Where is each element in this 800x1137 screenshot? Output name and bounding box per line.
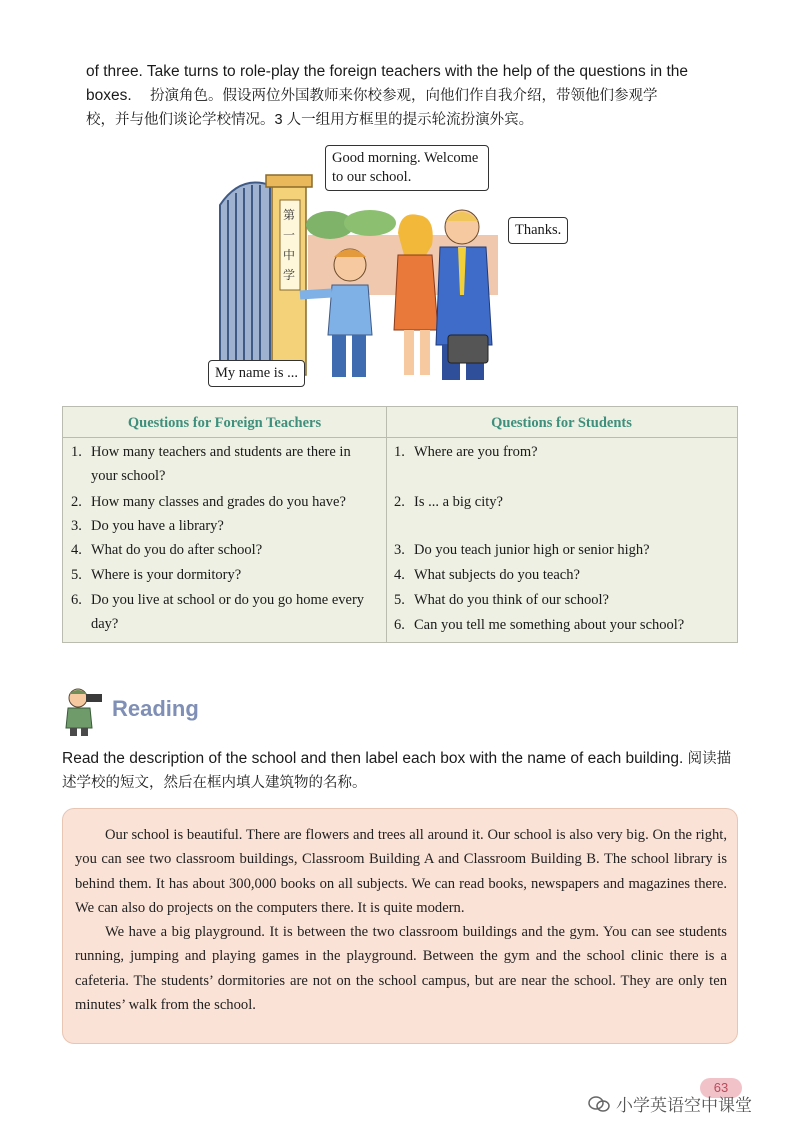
question-text: What do you do after school? xyxy=(91,542,263,558)
left-question-2 xyxy=(71,490,380,514)
right-question-1 xyxy=(394,440,731,464)
passage-paragraph-1: Our school is beautiful. There are flowers and trees all around it. Our school is also very big. On the right, you can see two classroom buildings, Classroom Building A and Classroom Building B. The school library is behind them. It has about 300,000 books on all subjects. We can read books, newspapers and magazines there. We can also do projects on the computers there. It is quite modern. xyxy=(75,827,727,916)
left-question-3 xyxy=(71,514,380,538)
passage-paragraph-2: We have a big playground. It is between the two classroom buildings and the gym. You can see students running, jumping and playing games in the playground. Between the gym and the school clinic there is a cafeteria. The students’ dormitories are not on the school campus, but are near the school. They are only ten minutes’ walk from the school. xyxy=(75,924,727,1014)
reading-instruction xyxy=(62,747,742,795)
question-text: Where is your dormitory? xyxy=(91,567,242,583)
speech-bubble-thanks xyxy=(508,217,568,244)
left-question-4 xyxy=(71,538,380,562)
question-text: Do you have a library? xyxy=(91,518,224,534)
page-number: 63 xyxy=(700,1078,742,1098)
bubble-thanks-text: Thanks. xyxy=(515,222,562,238)
question-text: How many teachers and students are there in your school? xyxy=(91,444,351,484)
intro-line-1: of three. Take turns to role-play the foreign teachers with the help of the questions in the xyxy=(86,63,688,80)
speech-bubble-welcome xyxy=(325,145,489,191)
question-number: 4. xyxy=(71,542,82,558)
question-text: Do you live at school or do you go home every day? xyxy=(91,592,365,632)
question-number: 5. xyxy=(394,592,405,608)
question-number: 6. xyxy=(394,617,405,633)
reading-passage xyxy=(62,808,738,1044)
left-question-1 xyxy=(71,440,380,488)
question-text: Can you tell me something about your school? xyxy=(414,617,685,633)
right-question-4 xyxy=(394,563,731,587)
foreign-teachers-column xyxy=(63,407,387,642)
intro-line-2-zh: 扮演角色。假设两位外国教师来你校参观，向他们作自我介绍，带领他们参观学 xyxy=(149,88,658,104)
intro-text xyxy=(86,60,746,132)
right-question-6 xyxy=(394,613,731,637)
question-number: 1. xyxy=(71,444,82,460)
question-number: 6. xyxy=(71,592,82,608)
watermark-text: 小学英语空中课堂 xyxy=(616,1096,752,1115)
iron-gate xyxy=(220,183,270,376)
right-question-3 xyxy=(394,538,731,562)
students-column xyxy=(386,407,737,642)
reading-mascot-icon xyxy=(58,684,106,736)
megaphone-icon xyxy=(86,694,102,702)
speech-bubble-name xyxy=(208,360,305,387)
question-text: Do you teach junior high or senior high? xyxy=(414,542,650,558)
questions-table xyxy=(62,406,738,643)
briefcase xyxy=(448,335,488,363)
bubble-name-text: My name is ... xyxy=(215,365,298,381)
school-gate-illustration xyxy=(200,145,580,390)
right-question-5 xyxy=(394,588,731,612)
question-number: 2. xyxy=(71,494,82,510)
question-text: What subjects do you teach? xyxy=(414,567,580,583)
right-question-2 xyxy=(394,490,731,514)
left-question-6 xyxy=(71,588,380,636)
left-column-header: Questions for Foreign Teachers xyxy=(63,407,386,438)
intro-line-3: 校，并与他们谈论学校情况。3 人一组用方框里的提示轮流扮演外宾。 xyxy=(86,112,534,128)
reading-section-title: Reading xyxy=(112,696,199,721)
question-text: What do you think of our school? xyxy=(414,592,609,608)
question-number: 3. xyxy=(71,518,82,534)
question-number: 1. xyxy=(394,444,405,460)
bubble-welcome-text: Good morning. Welcome to our school. xyxy=(332,150,479,185)
left-question-5 xyxy=(71,563,380,587)
watermark xyxy=(588,1091,752,1116)
question-number: 5. xyxy=(71,567,82,583)
right-column-header: Questions for Students xyxy=(386,407,737,438)
question-number: 4. xyxy=(394,567,405,583)
question-number: 3. xyxy=(394,542,405,558)
wechat-icon xyxy=(588,1095,610,1113)
question-number: 2. xyxy=(394,494,405,510)
woman-figure xyxy=(394,214,438,375)
instruction-en: Read the description of the school and then label each box with the name of each building. xyxy=(62,750,684,767)
intro-line-2-en: boxes. xyxy=(86,87,132,104)
question-text: Is ... a big city? xyxy=(414,494,503,510)
question-text: Where are you from? xyxy=(414,444,538,460)
instruction-zh: 阅读描述学校的短文，然后在框内填人建筑物的名称。 xyxy=(62,751,732,791)
gate-sign: 第一中学 xyxy=(283,208,296,282)
question-text: How many classes and grades do you have? xyxy=(91,494,346,510)
